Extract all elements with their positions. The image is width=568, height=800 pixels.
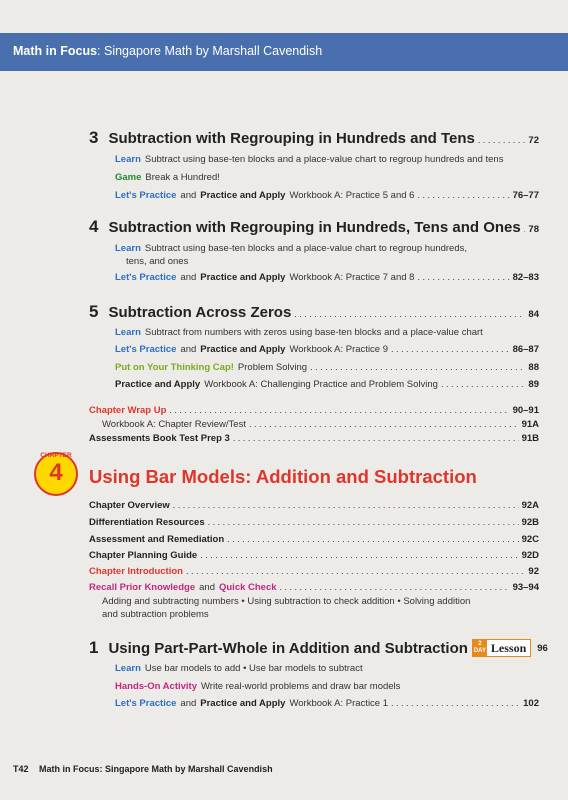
row-mid: and: [180, 272, 197, 283]
page-ref: 90–91: [512, 405, 539, 416]
toc-row: [89, 550, 539, 561]
toc-row-wrap-up: [89, 405, 539, 416]
row-text: Workbook A: Chapter Review/Test: [102, 419, 246, 430]
page-ref: 82–83: [512, 272, 539, 283]
page-ref: 72: [528, 135, 539, 146]
row-label: Game: [115, 172, 142, 183]
section-number: 1: [89, 638, 99, 657]
leader-dots: [417, 272, 509, 283]
leader-dots: [294, 304, 525, 321]
page-ref: 84: [528, 309, 539, 320]
leader-dots: [200, 550, 518, 561]
leader-dots: [233, 433, 519, 444]
page-ref: 89: [528, 379, 539, 390]
toc-row: [115, 681, 400, 692]
section-title: Subtraction with Regrouping in Hundreds, Tens and Ones: [108, 219, 521, 236]
row-text: Break a Hundred!: [145, 172, 220, 183]
page-ref: 102: [523, 698, 539, 709]
page-footer: [13, 764, 273, 774]
leader-dots: [391, 698, 520, 709]
row-text: Subtract using base-ten blocks and a place-value chart to regroup hundreds,: [144, 243, 468, 254]
leader-dots: [441, 379, 525, 390]
row-label: Differentiation Resources: [89, 517, 205, 528]
chapter-title: Using Bar Models: Addition and Subtraction: [89, 466, 477, 487]
toc-row-recall: [89, 582, 539, 593]
lesson-duration-badge: [472, 639, 531, 657]
row-label-2: Practice and Apply: [200, 190, 286, 201]
row-text: Problem Solving: [237, 362, 308, 373]
row-text: Workbook A: Challenging Practice and Problem Solving: [204, 379, 438, 390]
row-text: Workbook A: Practice 5 and 6: [289, 190, 415, 201]
brand-subtitle: : Singapore Math by Marshall Cavendish: [97, 44, 323, 58]
toc-row: [89, 500, 539, 511]
recall-description-continued: [102, 609, 209, 620]
toc-row: [115, 243, 467, 254]
row-label: Assessment and Remediation: [89, 534, 225, 545]
row-label: Put on Your Thinking Cap!: [115, 362, 234, 373]
row-label-2: Practice and Apply: [200, 344, 286, 355]
banner-title: [13, 44, 322, 58]
row-label: Learn: [115, 663, 141, 674]
row-label: Let's Practice: [115, 698, 177, 709]
row-mid: and: [180, 698, 197, 709]
row-text: Workbook A: Practice 9: [289, 344, 389, 355]
row-text: Subtract from numbers with zeros using base-ten blocks and a place-value chart: [144, 327, 483, 338]
row-text: Subtract using base-ten blocks and a place-value chart to regroup hundreds and tens: [144, 154, 504, 165]
chapter-badge: [34, 452, 78, 496]
page-ref: 78: [528, 224, 539, 235]
row-mid: and: [199, 582, 215, 593]
row-text: Adding and subtracting numbers • Using subtraction to check addition • Solving addition: [102, 596, 471, 607]
row-label: Learn: [115, 154, 141, 165]
page-ref: 92: [528, 566, 539, 577]
lesson-1-heading: [89, 638, 548, 658]
page-ref: 93–94: [512, 582, 539, 593]
row-text: Write real-world problems and draw bar models: [201, 681, 401, 692]
row-text: Use bar models to add • Use bar models to subtract: [144, 663, 363, 674]
leader-dots: [186, 566, 525, 577]
leader-dots: [310, 362, 525, 373]
row-mid: and: [180, 344, 197, 355]
row-label: Chapter Planning Guide: [89, 550, 198, 561]
page-ref: 92D: [521, 550, 539, 561]
section-5-heading: [89, 302, 539, 322]
page-ref: 96: [537, 642, 548, 654]
row-label: Chapter Overview: [89, 500, 170, 511]
page-ref: 92B: [521, 517, 539, 528]
toc-row: [115, 172, 220, 183]
row-text: Workbook A: Practice 1: [289, 698, 389, 709]
section-title: Subtraction Across Zeros: [108, 304, 292, 321]
row-text: and subtraction problems: [102, 609, 209, 620]
row-label: Chapter Introduction: [89, 566, 183, 577]
footer-page-number: T42: [13, 764, 29, 774]
row-label: Hands-On Activity: [115, 681, 197, 692]
row-mid: and: [180, 190, 197, 201]
row-label: Assessments Book Test Prep 3: [89, 433, 230, 444]
toc-row: [115, 379, 539, 390]
chapter-number: 4: [49, 459, 63, 486]
section-number: 3: [89, 128, 99, 147]
section-title: Using Part-Part-Whole in Addition and Subtraction: [108, 639, 468, 657]
toc-row: [115, 698, 539, 709]
page-ref: 92A: [521, 500, 539, 511]
page-ref: 88: [528, 362, 539, 373]
toc-row: [115, 272, 539, 283]
leader-dots: [524, 219, 526, 236]
row-label: Practice and Apply: [115, 379, 201, 390]
leader-dots: [280, 582, 510, 593]
row-label-2: Quick Check: [218, 582, 277, 593]
page-ref: 76–77: [512, 190, 539, 201]
leader-dots: [417, 190, 509, 201]
page-ref: 92C: [521, 534, 539, 545]
toc-row-continued: [126, 256, 188, 267]
row-label: Learn: [115, 243, 141, 254]
toc-row-workbook-review: [102, 419, 539, 430]
page-ref: 86–87: [512, 344, 539, 355]
page-ref: 91A: [521, 419, 539, 430]
row-label-2: Practice and Apply: [200, 272, 286, 283]
row-label: Let's Practice: [115, 272, 177, 283]
leader-dots: [391, 344, 510, 355]
leader-dots: [478, 130, 526, 147]
leader-dots: [208, 517, 519, 528]
row-text: Workbook A: Practice 7 and 8: [289, 272, 415, 283]
toc-row: [115, 190, 539, 201]
row-label: Chapter Wrap Up: [89, 405, 167, 416]
chapter-label: CHAPTER: [40, 452, 72, 459]
section-3-heading: [89, 128, 539, 148]
section-title: Subtraction with Regrouping in Hundreds and Tens: [108, 130, 475, 147]
toc-row: [89, 517, 539, 528]
section-number: 4: [89, 217, 99, 236]
section-number: 5: [89, 302, 99, 321]
brand-name: Math in Focus: [13, 44, 98, 58]
toc-row: [115, 327, 483, 338]
toc-row: [115, 663, 363, 674]
row-label: Learn: [115, 327, 141, 338]
toc-row: [115, 362, 539, 373]
row-label: Let's Practice: [115, 344, 177, 355]
toc-row-assessments: [89, 433, 539, 444]
row-label-2: Practice and Apply: [200, 698, 286, 709]
leader-dots: [173, 500, 519, 511]
badge-word: Lesson: [487, 640, 530, 656]
footer-title: Math in Focus: Singapore Math by Marshall Cavendish: [39, 764, 273, 774]
section-4-heading: [89, 217, 539, 237]
row-label: Recall Prior Knowledge: [89, 582, 196, 593]
badge-days: 2 DAY: [473, 641, 486, 654]
leader-dots: [169, 405, 509, 416]
toc-row: [115, 154, 503, 165]
header-banner: [0, 33, 568, 71]
row-label: Let's Practice: [115, 190, 177, 201]
toc-row: [89, 534, 539, 545]
recall-description: [102, 596, 470, 607]
row-text: tens, and ones: [126, 256, 189, 267]
toc-row: [89, 566, 539, 577]
page-ref: 91B: [521, 433, 539, 444]
leader-dots: [227, 534, 518, 545]
toc-row: [115, 344, 539, 355]
leader-dots: [249, 419, 519, 430]
